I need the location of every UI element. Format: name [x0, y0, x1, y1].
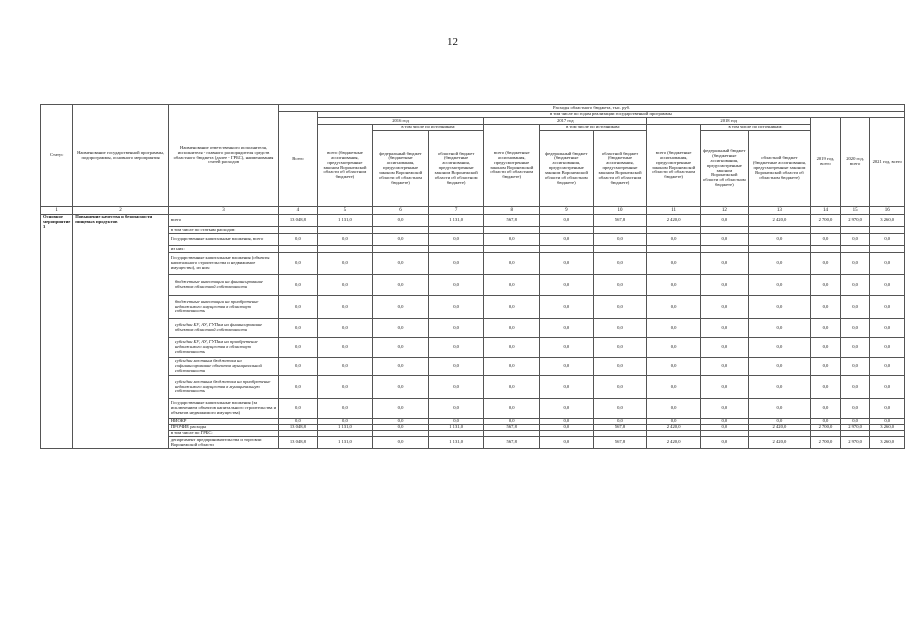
value-cell: 0,0: [540, 234, 594, 246]
row-label: департамент предпринимательства и торговли Воронежской области: [168, 437, 278, 449]
value-cell: 0,0: [647, 399, 701, 419]
value-cell: [700, 227, 748, 234]
value-cell: 0,0: [540, 437, 594, 449]
table-row: [41, 296, 905, 319]
value-cell: 0,0: [870, 296, 905, 319]
value-cell: 0,0: [593, 419, 647, 425]
header-total: Всего: [279, 112, 317, 207]
header-2018-total: всего (бюджетные ассигнования, предусмотренные законом Воронежской области об областном бюджете): [647, 125, 701, 207]
table-row: [41, 399, 905, 419]
value-cell: 0,0: [840, 399, 870, 419]
value-cell: [700, 246, 748, 253]
value-cell: 567,8: [593, 437, 647, 449]
value-cell: 0,0: [484, 275, 540, 296]
value-cell: 13 048,8: [279, 215, 317, 227]
value-cell: 567,8: [484, 425, 540, 431]
status-cell: Основное мероприятие 3: [41, 215, 73, 449]
column-index: 15: [840, 207, 870, 215]
value-cell: 2 700,0: [811, 437, 841, 449]
value-cell: 0,0: [484, 399, 540, 419]
value-cell: 0,0: [700, 275, 748, 296]
value-cell: 0,0: [317, 399, 373, 419]
header-executor: Наименование ответственного исполнителя, исполнителя - главного распорядителя средств областного бюджета (далее - ГРБС), наименования статей расходов: [168, 105, 278, 207]
table-row: [41, 376, 905, 399]
value-cell: 0,0: [748, 376, 810, 399]
value-cell: 13 048,8: [279, 437, 317, 449]
value-cell: 2 420,0: [647, 215, 701, 227]
value-cell: 0,0: [647, 376, 701, 399]
value-cell: [840, 246, 870, 253]
value-cell: 0,0: [593, 275, 647, 296]
value-cell: 0,0: [593, 296, 647, 319]
column-index: 10: [593, 207, 647, 215]
column-index: 2: [73, 207, 169, 215]
value-cell: [540, 246, 594, 253]
column-index: 3: [168, 207, 278, 215]
value-cell: 0,0: [593, 253, 647, 275]
value-cell: [317, 227, 373, 234]
row-label: субсидии местным бюджетам на приобретение недвижимого имущества в муниципальную собственность: [168, 376, 278, 399]
value-cell: 0,0: [279, 275, 317, 296]
value-cell: 0,0: [484, 419, 540, 425]
row-label: из них:: [168, 246, 278, 253]
value-cell: 13 048,8: [279, 425, 317, 431]
value-cell: [279, 246, 317, 253]
value-cell: 0,0: [373, 419, 429, 425]
value-cell: 0,0: [540, 319, 594, 338]
row-label: субсидии местным бюджетам на софинансирование объектов муниципальной собственности: [168, 358, 278, 376]
header-by-years: в том числе по годам реализации государственной программы: [317, 112, 904, 118]
value-cell: 0,0: [373, 319, 429, 338]
value-cell: [593, 227, 647, 234]
value-cell: 0,0: [840, 358, 870, 376]
table-row: [41, 227, 905, 234]
value-cell: 0,0: [647, 358, 701, 376]
value-cell: 0,0: [870, 253, 905, 275]
value-cell: 0,0: [748, 399, 810, 419]
row-label: Государственные капитальные вложения, всего: [168, 234, 278, 246]
value-cell: [373, 227, 429, 234]
value-cell: 3 260,0: [870, 425, 905, 431]
value-cell: 0,0: [428, 319, 484, 338]
value-cell: 2 970,0: [840, 425, 870, 431]
value-cell: 0,0: [373, 358, 429, 376]
table-row: [41, 246, 905, 253]
value-cell: 0,0: [647, 296, 701, 319]
page-number: 12: [447, 36, 458, 48]
header-status: Статус: [41, 105, 73, 207]
column-index: 11: [647, 207, 701, 215]
value-cell: 2 420,0: [748, 215, 810, 227]
value-cell: 0,0: [870, 376, 905, 399]
value-cell: 0,0: [540, 376, 594, 399]
value-cell: 0,0: [279, 358, 317, 376]
value-cell: 1 131,0: [317, 425, 373, 431]
column-index: 5: [317, 207, 373, 215]
value-cell: 0,0: [593, 376, 647, 399]
value-cell: 2 420,0: [748, 425, 810, 431]
column-index-row: [41, 207, 905, 215]
table-row: [41, 215, 905, 227]
value-cell: 0,0: [700, 358, 748, 376]
value-cell: 0,0: [840, 296, 870, 319]
value-cell: 567,8: [593, 425, 647, 431]
value-cell: 1 131,0: [428, 215, 484, 227]
value-cell: 0,0: [748, 319, 810, 338]
value-cell: 1 131,0: [428, 437, 484, 449]
value-cell: 0,0: [811, 376, 841, 399]
value-cell: 0,0: [811, 234, 841, 246]
value-cell: 0,0: [811, 253, 841, 275]
value-cell: 2 970,0: [840, 215, 870, 227]
value-cell: 0,0: [647, 234, 701, 246]
value-cell: 0,0: [840, 275, 870, 296]
value-cell: 0,0: [373, 425, 429, 431]
row-label: бюджетные инвестиции на финансирование объектов областной собственности: [168, 275, 278, 296]
value-cell: 0,0: [373, 376, 429, 399]
value-cell: 2 420,0: [748, 437, 810, 449]
table-row: [41, 275, 905, 296]
value-cell: 0,0: [484, 253, 540, 275]
value-cell: 0,0: [811, 358, 841, 376]
value-cell: 0,0: [840, 234, 870, 246]
value-cell: 0,0: [279, 234, 317, 246]
value-cell: 2 700,0: [811, 425, 841, 431]
value-cell: 0,0: [428, 275, 484, 296]
value-cell: 0,0: [840, 419, 870, 425]
column-index: 14: [811, 207, 841, 215]
value-cell: 0,0: [700, 419, 748, 425]
header-2017-regional: областной бюджет (бюджетные ассигнования, предусмотренные законом Воронежской области об областном бюджете): [593, 131, 647, 207]
budget-table-wrapper: [40, 104, 905, 449]
value-cell: 0,0: [593, 399, 647, 419]
value-cell: 0,0: [279, 338, 317, 358]
value-cell: 0,0: [317, 319, 373, 338]
value-cell: 0,0: [870, 399, 905, 419]
row-label: Государственные капитальные вложения (за исключением объектов капитального строительства и объектов недвижимого имущества): [168, 399, 278, 419]
budget-table: [40, 104, 905, 449]
value-cell: 0,0: [540, 215, 594, 227]
value-cell: 0,0: [870, 358, 905, 376]
value-cell: 0,0: [279, 419, 317, 425]
table-row: [41, 253, 905, 275]
header-2019: 2019 год, всего: [811, 118, 841, 207]
value-cell: 0,0: [840, 319, 870, 338]
table-row: [41, 338, 905, 358]
header-2018-regional: областной бюджет (бюджетные ассигнования, предусмотренные законом Воронежской области об областном бюджете): [748, 131, 810, 207]
value-cell: 0,0: [484, 338, 540, 358]
value-cell: 2 420,0: [647, 437, 701, 449]
value-cell: 0,0: [748, 296, 810, 319]
value-cell: 0,0: [840, 253, 870, 275]
value-cell: 1 131,0: [428, 425, 484, 431]
value-cell: 0,0: [279, 296, 317, 319]
value-cell: 0,0: [870, 338, 905, 358]
header-2016-total: всего (бюджетные ассигнования, предусмотренные законом Воронежской области об областном бюджете): [317, 125, 373, 207]
value-cell: 0,0: [373, 338, 429, 358]
value-cell: 0,0: [870, 319, 905, 338]
row-label: НИОКР: [168, 419, 278, 425]
value-cell: 0,0: [373, 437, 429, 449]
value-cell: 0,0: [748, 419, 810, 425]
column-index: 6: [373, 207, 429, 215]
value-cell: 0,0: [373, 275, 429, 296]
value-cell: 0,0: [700, 399, 748, 419]
header-program: Наименование государственной программы, подпрограммы, основного мероприятия: [73, 105, 169, 207]
value-cell: 0,0: [811, 319, 841, 338]
value-cell: [840, 227, 870, 234]
table-row: [41, 437, 905, 449]
row-label: всего: [168, 215, 278, 227]
value-cell: 2 420,0: [647, 425, 701, 431]
value-cell: 3 260,0: [870, 215, 905, 227]
header-2021: 2021 год, всего: [870, 118, 905, 207]
value-cell: [428, 246, 484, 253]
header-2018-federal: федеральный бюджет (бюджетные ассигнования, предусмотренные законом Воронежской области об областном бюджете): [700, 131, 748, 207]
value-cell: [428, 227, 484, 234]
value-cell: [484, 246, 540, 253]
row-label: субсидии БУ, АУ, ГУПам на финансирование объектов областной собственности: [168, 319, 278, 338]
row-label: субсидии БУ, АУ, ГУПам на приобретение недвижимого имущества в областную собственность: [168, 338, 278, 358]
value-cell: 0,0: [428, 253, 484, 275]
value-cell: 0,0: [870, 234, 905, 246]
value-cell: 0,0: [540, 296, 594, 319]
header-2016-federal: федеральный бюджет (бюджетные ассигнования, предусмотренные законом Воронежской области об областном бюджете): [373, 131, 429, 207]
value-cell: [647, 227, 701, 234]
value-cell: 1 131,0: [317, 437, 373, 449]
value-cell: 0,0: [811, 338, 841, 358]
value-cell: 0,0: [700, 425, 748, 431]
value-cell: 0,0: [748, 275, 810, 296]
column-index: 4: [279, 207, 317, 215]
value-cell: 0,0: [748, 234, 810, 246]
value-cell: 0,0: [700, 234, 748, 246]
value-cell: 0,0: [279, 376, 317, 399]
value-cell: 0,0: [700, 338, 748, 358]
value-cell: 0,0: [540, 253, 594, 275]
value-cell: 0,0: [748, 253, 810, 275]
value-cell: 0,0: [593, 319, 647, 338]
program-cell: Повышение качества и безопасности пищевых продуктов: [73, 215, 169, 449]
row-label: в том числе по ГРБС:: [168, 431, 278, 437]
column-index: 9: [540, 207, 594, 215]
value-cell: [748, 227, 810, 234]
header-2018: 2018 год: [647, 118, 811, 125]
value-cell: 567,8: [593, 215, 647, 227]
value-cell: 0,0: [540, 419, 594, 425]
header-2017: 2017 год: [484, 118, 647, 125]
row-label: в том числе по статьям расходов:: [168, 227, 278, 234]
value-cell: 0,0: [700, 215, 748, 227]
value-cell: 0,0: [373, 399, 429, 419]
value-cell: 0,0: [428, 376, 484, 399]
value-cell: 0,0: [540, 275, 594, 296]
value-cell: 0,0: [484, 296, 540, 319]
value-cell: 0,0: [870, 275, 905, 296]
table-row: [41, 358, 905, 376]
header-2016-regional: областной бюджет (бюджетные ассигнования, предусмотренные законом Воронежской области об областном бюджете): [428, 131, 484, 207]
table-row: [41, 319, 905, 338]
value-cell: 3 260,0: [870, 437, 905, 449]
value-cell: 0,0: [428, 358, 484, 376]
value-cell: [484, 227, 540, 234]
value-cell: 0,0: [540, 425, 594, 431]
value-cell: 1 131,0: [317, 215, 373, 227]
value-cell: 0,0: [428, 399, 484, 419]
value-cell: 0,0: [317, 253, 373, 275]
column-index: 7: [428, 207, 484, 215]
value-cell: 0,0: [428, 296, 484, 319]
value-cell: 0,0: [484, 376, 540, 399]
header-2017-sources: в том числе по источникам:: [540, 125, 647, 131]
value-cell: 0,0: [373, 234, 429, 246]
value-cell: 0,0: [840, 376, 870, 399]
value-cell: 0,0: [647, 419, 701, 425]
column-index: 16: [870, 207, 905, 215]
value-cell: 0,0: [700, 253, 748, 275]
value-cell: 0,0: [428, 419, 484, 425]
value-cell: 0,0: [317, 358, 373, 376]
value-cell: 0,0: [593, 338, 647, 358]
column-index: 12: [700, 207, 748, 215]
value-cell: 0,0: [428, 338, 484, 358]
value-cell: 0,0: [700, 376, 748, 399]
value-cell: [279, 227, 317, 234]
value-cell: 0,0: [811, 275, 841, 296]
value-cell: [593, 246, 647, 253]
value-cell: 0,0: [317, 275, 373, 296]
value-cell: 0,0: [811, 419, 841, 425]
value-cell: 0,0: [484, 319, 540, 338]
column-index: 8: [484, 207, 540, 215]
value-cell: 0,0: [540, 338, 594, 358]
value-cell: 567,8: [484, 215, 540, 227]
header-2020: 2020 год, всего: [840, 118, 870, 207]
value-cell: 0,0: [870, 419, 905, 425]
value-cell: 0,0: [484, 358, 540, 376]
value-cell: 0,0: [540, 399, 594, 419]
header-2018-sources: в том числе по источникам:: [700, 125, 810, 131]
row-label: Государственные капитальные вложения (объекты капитального строительства и недвижимое имущество), из них:: [168, 253, 278, 275]
value-cell: 0,0: [540, 358, 594, 376]
value-cell: 567,8: [484, 437, 540, 449]
row-label: ПРОЧИЕ расходы: [168, 425, 278, 431]
row-label: бюджетные инвестиции на приобретение недвижимого имущества в областную собственность: [168, 296, 278, 319]
header-2017-federal: федеральный бюджет (бюджетные ассигнования, предусмотренные законом Воронежской области об областном бюджете): [540, 131, 594, 207]
value-cell: [317, 246, 373, 253]
value-cell: [647, 246, 701, 253]
value-cell: 0,0: [428, 234, 484, 246]
value-cell: 0,0: [840, 338, 870, 358]
value-cell: 0,0: [593, 358, 647, 376]
value-cell: 0,0: [373, 253, 429, 275]
value-cell: 0,0: [700, 437, 748, 449]
value-cell: 0,0: [593, 234, 647, 246]
value-cell: [811, 227, 841, 234]
value-cell: 0,0: [647, 319, 701, 338]
value-cell: 0,0: [279, 253, 317, 275]
value-cell: [748, 246, 810, 253]
value-cell: 0,0: [317, 376, 373, 399]
table-row: [41, 234, 905, 246]
header-2017-total: всего (бюджетные ассигнования, предусмотренные законом Воронежской области об областном бюджете): [484, 125, 540, 207]
value-cell: 0,0: [811, 296, 841, 319]
value-cell: 0,0: [317, 419, 373, 425]
value-cell: 0,0: [811, 399, 841, 419]
value-cell: 0,0: [279, 319, 317, 338]
value-cell: [373, 246, 429, 253]
value-cell: 0,0: [647, 275, 701, 296]
value-cell: 0,0: [317, 338, 373, 358]
value-cell: 0,0: [700, 296, 748, 319]
value-cell: 0,0: [373, 296, 429, 319]
header-2016-sources: в том числе по источникам:: [373, 125, 484, 131]
value-cell: 0,0: [484, 234, 540, 246]
value-cell: 0,0: [279, 399, 317, 419]
value-cell: 0,0: [317, 296, 373, 319]
value-cell: 2 970,0: [840, 437, 870, 449]
value-cell: [870, 246, 905, 253]
header-2016: 2016 год: [317, 118, 484, 125]
value-cell: 0,0: [748, 338, 810, 358]
value-cell: 2 700,0: [811, 215, 841, 227]
value-cell: 0,0: [700, 319, 748, 338]
value-cell: [540, 227, 594, 234]
value-cell: 0,0: [647, 253, 701, 275]
value-cell: 0,0: [317, 234, 373, 246]
column-index: 13: [748, 207, 810, 215]
value-cell: [870, 227, 905, 234]
value-cell: [811, 246, 841, 253]
value-cell: 0,0: [647, 338, 701, 358]
column-index: 1: [41, 207, 73, 215]
value-cell: 0,0: [748, 358, 810, 376]
value-cell: 0,0: [373, 215, 429, 227]
header-expenses-title: Расходы областного бюджета, тыс. руб.: [279, 105, 905, 112]
